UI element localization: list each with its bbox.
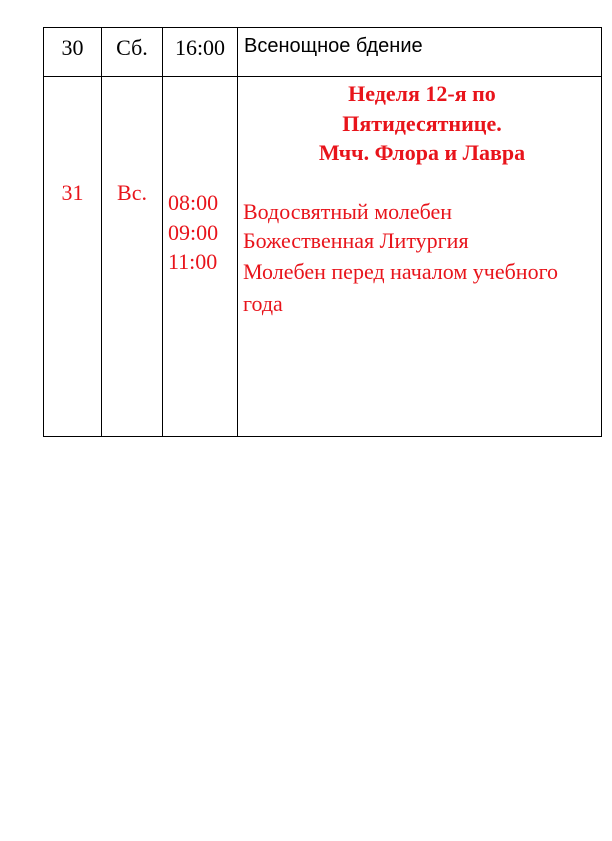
service-list [243, 197, 601, 320]
table-row [44, 28, 602, 77]
service-time: 08:00 [168, 190, 219, 215]
schedule-table [43, 27, 602, 437]
time-cell: 16:00 [163, 28, 238, 77]
service-cell [238, 77, 602, 437]
date-cell: 31 [44, 77, 102, 437]
feast-heading [243, 77, 601, 168]
service-time: 09:00 [168, 219, 219, 245]
time-cell [163, 77, 238, 437]
feast-line: Мчч. Флора и Лавра [318, 140, 526, 165]
service-name: Молебен перед началом учебного года [243, 258, 559, 316]
table-row [44, 77, 602, 437]
date-cell: 30 [44, 28, 102, 77]
feast-line: Неделя 12-я по [348, 81, 496, 106]
service-name: Божественная Литургия [243, 228, 469, 253]
service-cell: Всенощное бдение [238, 28, 602, 77]
service-name: Водосвятный молебен [243, 198, 453, 224]
service-time: 11:00 [168, 249, 218, 274]
feast-line: Пятидесятнице. [342, 110, 502, 136]
weekday-cell: Сб. [102, 28, 163, 77]
weekday-cell: Вс. [102, 77, 163, 437]
